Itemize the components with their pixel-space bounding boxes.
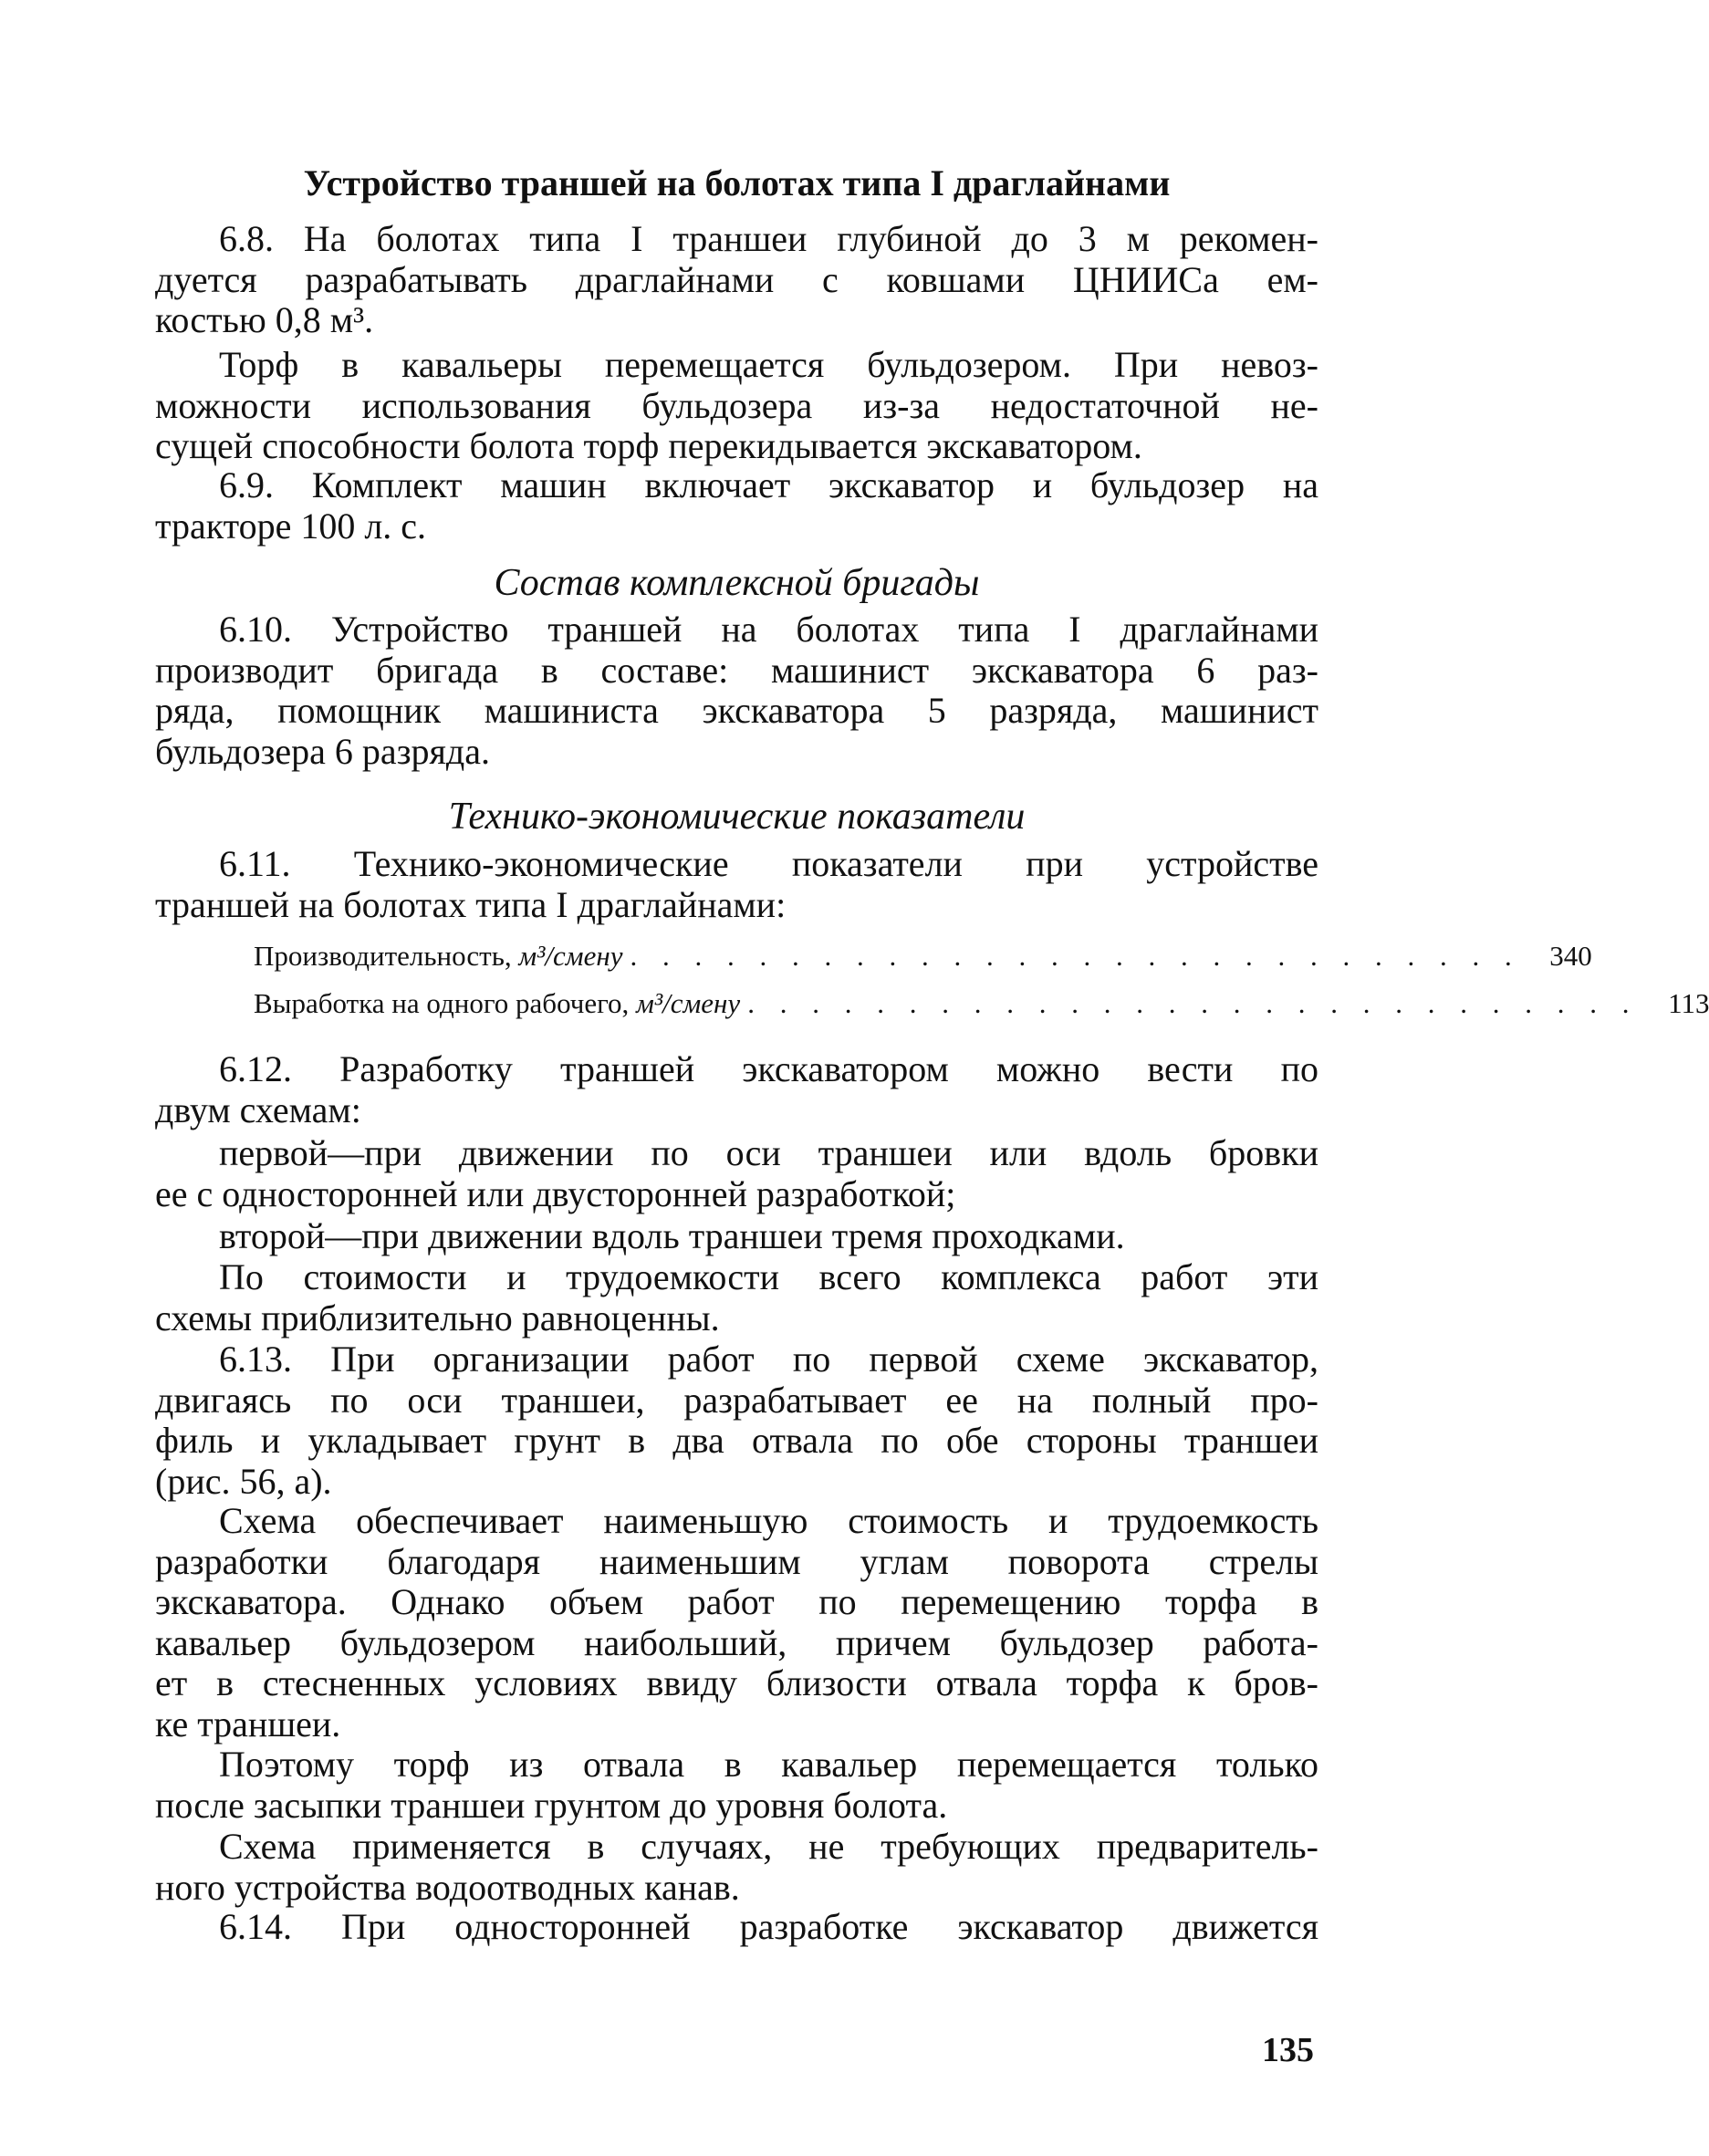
- paragraph-cost: [155, 1257, 1318, 1338]
- text-line: кавальер бульдозером наибольший, причем бульдозер работа-: [155, 1621, 1318, 1663]
- text-line: второй—при движении вдоль траншеи тремя проходками.: [219, 1215, 1125, 1256]
- metric-label: Производительность, м³/смену: [254, 940, 623, 972]
- text-line: костью 0,8 м³.: [155, 299, 374, 340]
- text-line: дуется разрабатывать драглайнами с ковшами ЦНИИСа ем-: [155, 258, 1318, 300]
- text-line: ряда, помощник машиниста экскаватора 5 разряда, машинист: [155, 690, 1318, 731]
- text-line: траншей на болотах типа I драглайнами:: [155, 883, 787, 925]
- text-line: Торф в кавальеры перемещается бульдозером. При невоз-: [219, 344, 1318, 385]
- paragraph-therefore: [155, 1745, 1318, 1826]
- text-line: ного устройства водоотводных канав.: [155, 1866, 740, 1908]
- text-line: 6.8. На болотах типа I траншеи глубиной до 3 м рекомен-: [219, 218, 1318, 259]
- text-line: Поэтому торф из отвала в кавальер перемещается только: [219, 1744, 1318, 1785]
- paragraph-6-11: [155, 844, 1318, 925]
- text-line: филь и укладывает грунт в два отвала по обе стороны траншеи: [155, 1420, 1318, 1461]
- text-line: 6.14. При односторонней разработке экскаватор движется: [219, 1906, 1318, 1947]
- text-line: По стоимости и трудоемкости всего комплекса работ эти: [219, 1256, 1318, 1297]
- text-line: двигаясь по оси траншеи, разрабатывает ее на полный про-: [155, 1379, 1318, 1421]
- paragraph-6-8: [155, 219, 1318, 341]
- text-line: Схема обеспечивает наименьшую стоимость и трудоемкость: [219, 1500, 1318, 1541]
- metric-unit: м³/смену: [518, 940, 623, 972]
- metric-value: 340: [1549, 940, 1592, 972]
- text-line: после засыпки траншеи грунтом до уровня болота.: [155, 1784, 948, 1826]
- text-line: производит бригада в составе: машинист экскаватора 6 раз-: [155, 649, 1318, 691]
- text-line: тракторе 100 л. с.: [155, 505, 427, 547]
- text-line: Схема применяется в случаях, не требующих предваритель-: [219, 1826, 1318, 1867]
- text-line: разработки благодаря наименьшим углам поворота стрелы: [155, 1540, 1318, 1582]
- paragraph-applied: [155, 1827, 1318, 1908]
- text-line: первой—при движении по оси траншеи или вдоль бровки: [219, 1132, 1318, 1173]
- dot-leader: . . . . . . . . . . . . . . . . . . . . . . . . . . . .: [747, 987, 1639, 1019]
- text-line: 6.11. Технико-экономические показатели при устройстве: [219, 843, 1318, 884]
- metric-unit: м³/смену: [636, 987, 741, 1019]
- indicators-section-title: Технико-экономические показатели: [448, 796, 1026, 838]
- text-line: бульдозера 6 разряда.: [155, 730, 490, 772]
- paragraph-6-12: [155, 1049, 1318, 1130]
- paragraph-scheme: [155, 1501, 1318, 1745]
- paragraph-6-13: [155, 1339, 1318, 1502]
- paragraph-peat: [155, 345, 1318, 467]
- text-line: ке траншеи.: [155, 1703, 341, 1745]
- text-line: сущей способности болота торф перекидывается экскаватором.: [155, 425, 1142, 466]
- paragraph-second-scheme: [155, 1216, 1318, 1257]
- paragraph-6-10: [155, 609, 1318, 772]
- text-line: ет в стесненных условиях ввиду близости отвала торфа к бров-: [155, 1662, 1318, 1703]
- text-line: схемы приблизительно равноценны.: [155, 1297, 720, 1338]
- metric-value: 113: [1668, 987, 1709, 1019]
- paragraph-6-9: [155, 465, 1318, 547]
- paragraph-first-scheme: [155, 1133, 1318, 1214]
- metric-label: Выработка на одного рабочего, м³/смену: [254, 987, 741, 1019]
- text-line: можности использования бульдозера из-за недостаточной не-: [155, 384, 1318, 426]
- table-row: [254, 932, 1592, 980]
- indicators-table: [254, 932, 1709, 1027]
- text-line: 6.12. Разработку траншей экскаватором можно вести по: [219, 1048, 1318, 1089]
- text-line: (рис. 56, а).: [155, 1460, 332, 1502]
- table-row: [254, 980, 1709, 1027]
- paragraph-6-14: [155, 1907, 1318, 1948]
- text-line: 6.9. Комплект машин включает экскаватор и бульдозер на: [219, 464, 1318, 505]
- text-line: двум схемам:: [155, 1088, 361, 1130]
- section-heading: Устройство траншей на болотах типа I драглайнами: [303, 162, 1171, 203]
- text-line: экскаватора. Однако объем работ по перемещению торфа в: [155, 1581, 1318, 1622]
- text-line: 6.10. Устройство траншей на болотах типа I драглайнами: [219, 609, 1318, 650]
- crew-section-title: Состав комплексной бригады: [494, 562, 980, 604]
- page-number: 135: [1262, 2031, 1314, 2069]
- text-line: 6.13. При организации работ по первой схеме экскаватор,: [219, 1338, 1318, 1380]
- text-line: ее с односторонней или двусторонней разработкой;: [155, 1172, 956, 1214]
- dot-leader: . . . . . . . . . . . . . . . . . . . . . . . . . . . .: [630, 940, 1521, 972]
